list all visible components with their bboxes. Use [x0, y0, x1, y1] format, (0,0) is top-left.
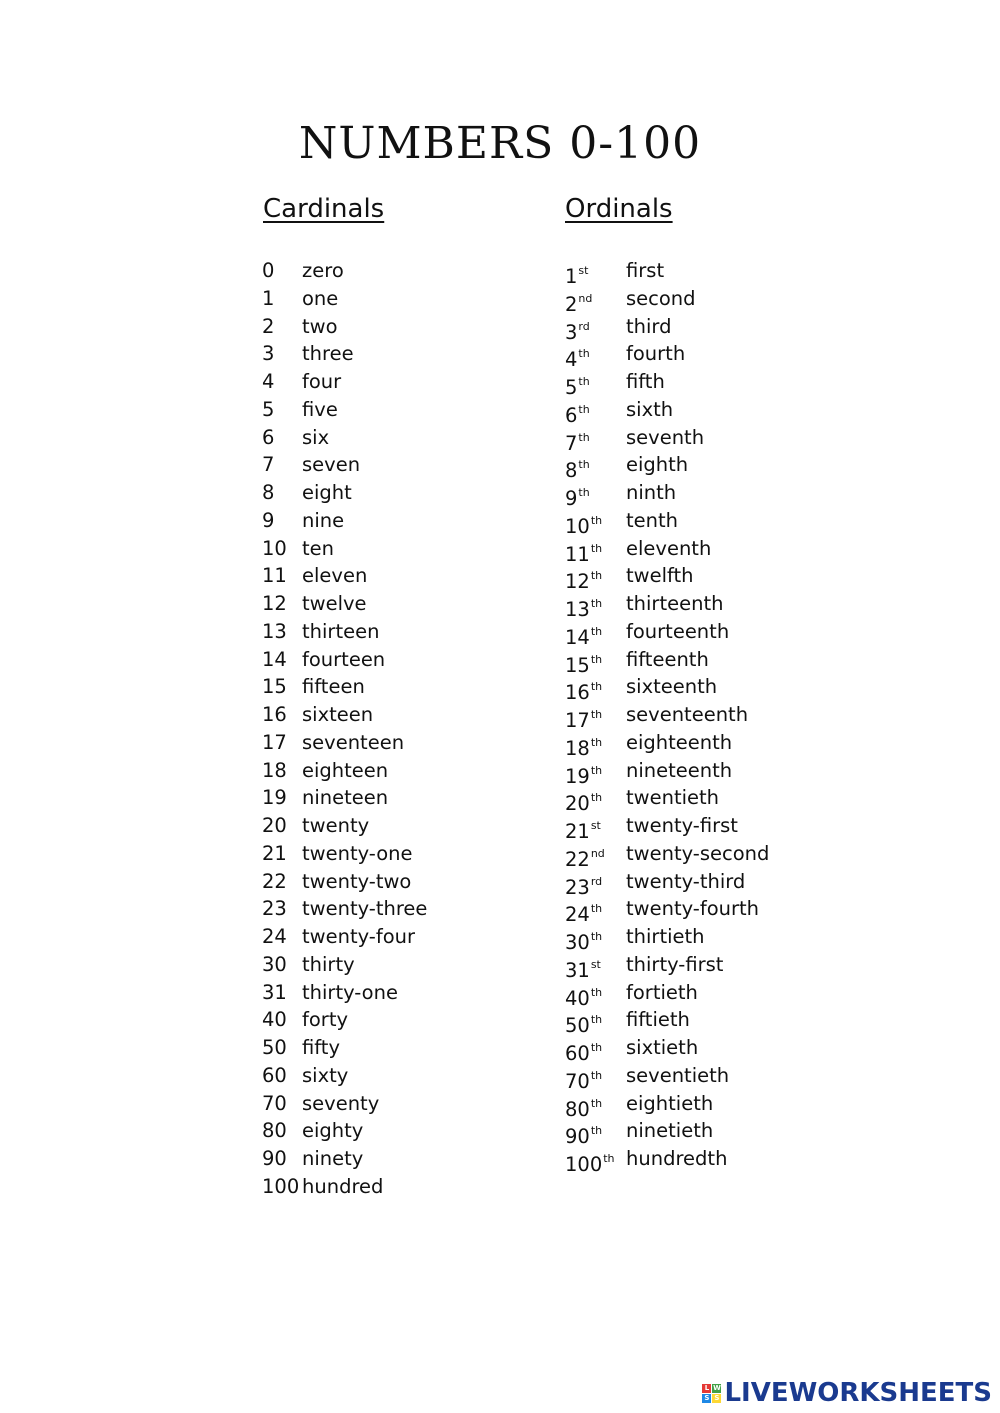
- ordinal-suffix: th: [578, 347, 590, 361]
- cardinal-number: 31: [262, 980, 287, 1004]
- cardinal-number: 90: [262, 1147, 287, 1170]
- cardinal-row: [262, 479, 427, 507]
- ordinal-suffix: th: [590, 1013, 603, 1027]
- cardinal-number: 22: [262, 869, 287, 893]
- ordinal-suffix: th: [590, 1096, 603, 1110]
- cardinal-number: 12: [262, 592, 287, 615]
- ordinal-word: thirtieth: [626, 925, 705, 948]
- cardinal-number: 80: [262, 1119, 287, 1143]
- cardinal-word: seventy: [302, 1091, 380, 1115]
- ordinal-suffix: th: [590, 791, 603, 805]
- ordinal-row: [565, 368, 769, 399]
- cardinal-row: [262, 1034, 427, 1062]
- cardinal-word: sixteen: [302, 703, 374, 726]
- cardinal-word: seven: [302, 453, 361, 477]
- ordinal-suffix: th: [590, 624, 603, 638]
- cardinal-row: [262, 618, 427, 646]
- cardinal-number: 6: [262, 425, 275, 449]
- ordinal-suffix: st: [578, 264, 589, 277]
- cardinal-word: forty: [302, 1008, 348, 1032]
- ordinal-number-value: 20: [565, 792, 590, 816]
- ordinal-word: eighth: [626, 453, 689, 477]
- page-title: NUMBERS 0-100: [298, 118, 702, 169]
- cardinal-number: 20: [262, 814, 287, 837]
- ordinal-row: [565, 618, 769, 649]
- ordinal-number-value: 12: [565, 570, 590, 594]
- cardinal-word: twelve: [302, 592, 367, 615]
- ordinal-number-value: 1: [565, 265, 578, 288]
- ordinal-number: [565, 1145, 626, 1179]
- ordinal-word: seventeenth: [626, 703, 749, 726]
- cardinal-number: 100: [262, 1174, 300, 1198]
- ordinal-suffix: th: [590, 930, 603, 943]
- cardinal-word: six: [302, 425, 330, 449]
- cardinal-row: [262, 757, 427, 785]
- ordinal-word: eightieth: [626, 1091, 714, 1115]
- ordinal-word: fifth: [626, 370, 665, 393]
- cardinal-number: 4: [262, 370, 275, 393]
- ordinal-suffix: th: [590, 985, 603, 999]
- ordinal-word: tenth: [626, 508, 679, 532]
- ordinal-number-value: 21: [565, 820, 590, 843]
- cardinals-heading: Cardinals: [263, 194, 385, 224]
- ordinal-word: thirteenth: [626, 592, 724, 615]
- cardinal-number: 14: [262, 647, 287, 671]
- cardinal-word: eleven: [302, 564, 368, 588]
- ordinal-suffix: th: [590, 1124, 603, 1138]
- cardinal-word: fifty: [302, 1036, 340, 1059]
- cardinal-number: 8: [262, 481, 275, 504]
- cardinal-row: [262, 340, 427, 368]
- cardinal-number: 70: [262, 1091, 287, 1115]
- ordinal-word: fiftieth: [626, 1008, 690, 1032]
- cardinal-row: [262, 368, 427, 396]
- ordinal-number-value: 19: [565, 764, 590, 788]
- brand-name: LIVEWORKSHEETS: [724, 1378, 992, 1408]
- cardinal-word: eight: [302, 481, 352, 504]
- ordinal-word: sixth: [626, 397, 674, 421]
- ordinal-number-value: 23: [565, 875, 590, 899]
- cardinal-row: [262, 1090, 427, 1118]
- cardinal-number: 17: [262, 730, 287, 754]
- ordinal-word: hundredth: [626, 1147, 728, 1170]
- ordinal-row: [565, 812, 769, 843]
- liveworksheets-logo-icon: [702, 1384, 721, 1403]
- liveworksheets-logo[interactable]: [702, 1378, 992, 1408]
- ordinal-row: [565, 1090, 769, 1121]
- ordinal-row: [565, 1034, 769, 1065]
- ordinal-number-value: 60: [565, 1042, 590, 1065]
- ordinal-number-value: 18: [565, 736, 590, 760]
- cardinal-row: [262, 424, 427, 452]
- ordinal-number-value: 70: [565, 1069, 590, 1093]
- cardinal-number: 23: [262, 897, 287, 921]
- cardinal-row: [262, 868, 427, 896]
- ordinal-suffix: nd: [578, 291, 593, 305]
- ordinal-row: [565, 895, 769, 927]
- cardinal-word: ten: [302, 536, 335, 560]
- cardinal-row: [262, 1117, 427, 1145]
- cardinal-word: thirty-one: [302, 980, 398, 1004]
- cardinal-row: [262, 396, 427, 424]
- cardinal-row: [262, 313, 427, 341]
- cardinal-number: 5: [262, 397, 275, 421]
- ordinal-word: third: [626, 314, 672, 338]
- cardinal-number: 21: [262, 841, 287, 865]
- ordinal-word: first: [626, 259, 665, 282]
- ordinal-row: [565, 979, 769, 1010]
- cardinal-word: nineteen: [302, 786, 389, 810]
- ordinal-row: [565, 951, 769, 982]
- ordinal-word: twenty-second: [626, 841, 770, 865]
- ordinal-suffix: th: [590, 1068, 603, 1082]
- ordinal-number-value: 17: [565, 709, 590, 732]
- cardinal-number: 13: [262, 619, 287, 643]
- cardinal-row: [262, 507, 427, 535]
- ordinal-suffix: rd: [578, 319, 590, 333]
- ordinal-number-value: 14: [565, 625, 590, 649]
- ordinal-row: [565, 340, 769, 372]
- ordinal-row: [565, 396, 769, 427]
- ordinal-number-value: 7: [565, 431, 578, 455]
- cardinal-word: five: [302, 397, 338, 421]
- cardinal-row: [262, 1062, 427, 1090]
- cardinal-number: 19: [262, 786, 287, 810]
- ordinal-row: [565, 285, 769, 316]
- ordinal-word: fourth: [626, 342, 686, 366]
- cardinal-number: 15: [262, 675, 287, 699]
- cardinal-row: [262, 812, 427, 840]
- ordinal-word: seventh: [626, 425, 705, 449]
- cardinal-word: sixty: [302, 1063, 349, 1087]
- cardinal-number: 24: [262, 925, 287, 948]
- ordinal-number-value: 15: [565, 653, 590, 677]
- ordinal-row: [565, 535, 769, 566]
- cardinal-row: [262, 979, 427, 1007]
- ordinal-suffix: nd: [590, 846, 605, 860]
- ordinal-word: second: [626, 286, 696, 310]
- ordinal-word: ninth: [626, 481, 677, 504]
- ordinal-row: [565, 451, 769, 483]
- cardinal-row: [262, 729, 427, 757]
- cardinal-number: 18: [262, 758, 287, 782]
- cardinal-row: [262, 562, 427, 590]
- ordinal-row: [565, 313, 769, 344]
- ordinal-suffix: th: [603, 1152, 615, 1165]
- cardinal-row: [262, 895, 427, 923]
- cardinal-number: 16: [262, 703, 287, 726]
- cardinal-word: nine: [302, 508, 345, 532]
- ordinal-number-value: 9: [565, 487, 578, 510]
- ordinal-suffix: th: [590, 902, 603, 916]
- ordinals-list: [565, 257, 770, 1176]
- cardinal-row: [262, 285, 427, 313]
- ordinal-number-value: 11: [565, 542, 590, 566]
- ordinal-suffix: th: [590, 763, 603, 777]
- ordinal-row: [565, 1006, 769, 1038]
- ordinal-number-value: 100: [565, 1153, 603, 1176]
- ordinal-suffix: th: [578, 458, 590, 472]
- cardinal-row: [262, 590, 427, 618]
- cardinal-number: 11: [262, 564, 287, 588]
- cardinal-number: 0: [262, 259, 275, 282]
- cardinal-row: [262, 701, 427, 729]
- ordinal-word: twelfth: [626, 564, 694, 588]
- ordinal-row: [565, 562, 769, 594]
- ordinal-word: nineteenth: [626, 758, 733, 782]
- cardinals-list: [262, 257, 427, 1201]
- cardinal-row: [262, 257, 427, 285]
- cardinal-word: zero: [302, 259, 344, 282]
- cardinal-row: [262, 535, 427, 563]
- ordinal-word: seventieth: [626, 1063, 730, 1087]
- ordinal-number-value: 22: [565, 847, 590, 871]
- cardinal-word: thirty: [302, 952, 355, 976]
- cardinal-number: 7: [262, 453, 275, 477]
- logo-tile: W: [713, 1383, 721, 1392]
- cardinal-number: 9: [262, 508, 275, 532]
- ordinal-number-value: 6: [565, 403, 578, 427]
- cardinal-word: one: [302, 286, 339, 310]
- ordinal-number-value: 3: [565, 320, 578, 344]
- ordinal-row: [565, 729, 769, 760]
- ordinal-row: [565, 784, 769, 816]
- cardinal-word: eighteen: [302, 758, 389, 782]
- ordinal-suffix: rd: [590, 874, 603, 888]
- cardinal-word: hundred: [302, 1174, 384, 1198]
- ordinal-word: sixteenth: [626, 675, 718, 699]
- cardinal-number: 3: [262, 342, 275, 366]
- cardinal-number: 2: [262, 314, 275, 338]
- cardinal-row: [262, 923, 427, 951]
- ordinal-number-value: 50: [565, 1014, 590, 1038]
- ordinal-row: [565, 479, 769, 510]
- ordinal-number-value: 31: [565, 958, 590, 982]
- cardinal-word: two: [302, 314, 338, 338]
- ordinal-row: [565, 701, 769, 732]
- ordinal-suffix: th: [590, 735, 603, 749]
- ordinal-suffix: th: [578, 486, 590, 499]
- cardinal-row: [262, 951, 427, 979]
- cardinal-number: 10: [262, 536, 287, 560]
- cardinal-word: twenty-one: [302, 841, 413, 865]
- cardinal-row: [262, 1006, 427, 1034]
- cardinal-row: [262, 840, 427, 868]
- ordinal-word: thirty-first: [626, 952, 724, 976]
- ordinal-row: [565, 257, 769, 288]
- cardinal-row: [262, 451, 427, 479]
- ordinal-suffix: th: [578, 402, 590, 416]
- ordinal-word: twenty-third: [626, 869, 746, 893]
- cardinal-word: ninety: [302, 1147, 364, 1170]
- ordinal-suffix: th: [590, 708, 603, 721]
- ordinal-word: twenty-first: [626, 814, 738, 837]
- cardinal-word: twenty: [302, 814, 370, 837]
- ordinal-row: [565, 840, 770, 871]
- cardinal-number: 50: [262, 1036, 287, 1059]
- ordinal-number-value: 4: [565, 348, 578, 372]
- cardinal-row: [262, 1145, 427, 1173]
- ordinal-word: eleventh: [626, 536, 712, 560]
- ordinal-word: fourteenth: [626, 619, 730, 643]
- cardinal-word: thirteen: [302, 619, 380, 643]
- cardinal-word: seventeen: [302, 730, 405, 754]
- cardinal-word: twenty-two: [302, 869, 412, 893]
- logo-tile: L: [702, 1384, 711, 1393]
- cardinal-row: [262, 784, 427, 812]
- ordinal-suffix: th: [590, 597, 603, 610]
- ordinal-number-value: 80: [565, 1097, 590, 1121]
- ordinal-number-value: 30: [565, 931, 590, 954]
- ordinal-row: [565, 1062, 769, 1093]
- ordinal-row: [565, 507, 769, 538]
- ordinal-row: [565, 1145, 769, 1176]
- ordinal-row: [565, 923, 769, 954]
- cardinal-row: [262, 673, 427, 701]
- cardinal-row: [262, 646, 427, 674]
- ordinal-suffix: st: [590, 957, 601, 971]
- ordinal-word: eighteenth: [626, 730, 733, 754]
- ordinal-number-value: 5: [565, 376, 578, 399]
- ordinal-row: [565, 1117, 769, 1149]
- cardinal-word: three: [302, 342, 354, 366]
- ordinal-number-value: 2: [565, 292, 578, 316]
- cardinal-number: 1: [262, 286, 275, 310]
- ordinal-word: fifteenth: [626, 647, 709, 671]
- ordinal-row: [565, 673, 769, 705]
- ordinal-number-value: 10: [565, 514, 590, 538]
- ordinal-word: sixtieth: [626, 1036, 699, 1059]
- ordinal-number-value: 8: [565, 459, 578, 483]
- ordinal-suffix: th: [590, 513, 603, 527]
- ordinal-number-value: 40: [565, 986, 590, 1010]
- ordinal-suffix: th: [590, 1041, 603, 1054]
- ordinal-number-value: 90: [565, 1125, 590, 1149]
- cardinal-row: [262, 1173, 427, 1201]
- cardinal-word: fifteen: [302, 675, 365, 699]
- cardinal-number: 40: [262, 1008, 287, 1032]
- ordinal-row: [565, 646, 769, 677]
- cardinal-word: four: [302, 370, 342, 393]
- ordinal-number-value: 16: [565, 681, 590, 705]
- ordinal-word: fortieth: [626, 980, 698, 1004]
- ordinal-word: twenty-fourth: [626, 897, 760, 921]
- ordinal-number-value: 24: [565, 903, 590, 927]
- ordinal-row: [565, 757, 769, 788]
- ordinal-suffix: th: [578, 430, 590, 444]
- ordinal-suffix: th: [590, 569, 603, 583]
- logo-tile: S: [704, 1393, 710, 1402]
- ordinal-number-value: 13: [565, 598, 590, 621]
- ordinal-suffix: th: [590, 541, 603, 555]
- ordinal-word: ninetieth: [626, 1119, 714, 1143]
- ordinal-row: [565, 868, 769, 899]
- ordinal-suffix: st: [590, 819, 601, 832]
- ordinal-row: [565, 590, 769, 621]
- ordinal-suffix: th: [578, 375, 590, 388]
- ordinals-heading: Ordinals: [565, 194, 673, 224]
- cardinal-word: eighty: [302, 1119, 364, 1143]
- cardinal-number: 30: [262, 952, 287, 976]
- cardinal-word: twenty-four: [302, 925, 416, 948]
- ordinal-row: [565, 424, 769, 455]
- logo-tile: S: [714, 1393, 720, 1402]
- ordinal-word: twentieth: [626, 786, 720, 810]
- cardinal-word: fourteen: [302, 647, 386, 671]
- cardinal-number: 60: [262, 1063, 287, 1087]
- cardinal-word: twenty-three: [302, 897, 428, 921]
- ordinal-suffix: th: [590, 652, 603, 666]
- ordinal-suffix: th: [590, 680, 603, 694]
